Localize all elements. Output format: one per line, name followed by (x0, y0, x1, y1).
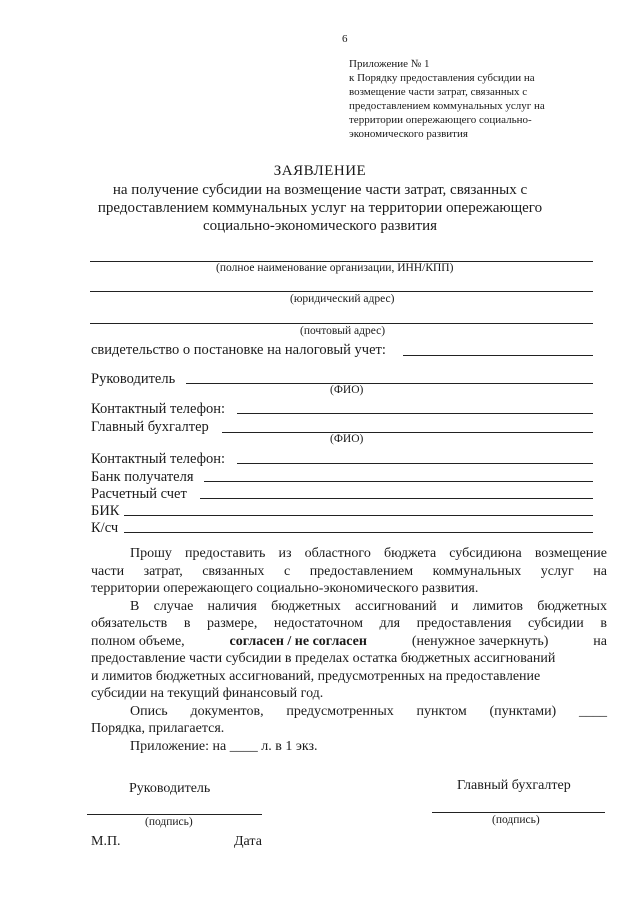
paragraph-3-line-2: Порядка, прилагается. (91, 721, 225, 736)
paragraph-1-line-2 (91, 563, 607, 581)
word: обязательств (91, 616, 168, 631)
contact-phone-label-2: Контактный телефон: (91, 451, 226, 467)
tax-certificate-line[interactable] (403, 355, 593, 356)
body-text (91, 545, 607, 755)
account-line[interactable] (200, 498, 593, 499)
legal-address-line[interactable] (90, 291, 593, 292)
subtitle-line: на получение субсидии на возмещение части затрат, связанных с (112, 182, 528, 198)
word: затрат, (143, 563, 183, 579)
org-name-caption: (полное наименование организации, ИНН/КПП) (216, 262, 454, 274)
appendix-line: возмещение части затрат, связанных с (349, 86, 528, 98)
word: услуг (540, 563, 574, 579)
appendix-line: предоставлением коммунальных услуг на (349, 100, 545, 112)
appendix-block (349, 57, 545, 141)
tax-certificate-label: свидетельство о постановке на налоговый учет: (91, 342, 386, 358)
word: связанных (202, 563, 265, 579)
bank-label: Банк получателя (91, 469, 194, 485)
word: предусмотренных (286, 703, 394, 719)
head-fio-caption: (ФИО) (330, 384, 364, 396)
text-fragment: на (593, 633, 607, 649)
paragraph-1-line-1 (91, 545, 607, 563)
accountant-signature-label: Главный бухгалтер (457, 778, 571, 793)
head-label: Руководитель (91, 371, 176, 387)
word: возмещение (534, 546, 607, 561)
word: документов, (190, 703, 264, 719)
word: с (283, 563, 291, 579)
word: размере, (207, 616, 258, 631)
document-title: ЗАЯВЛЕНИЕ (273, 163, 367, 179)
appendix-line: территории опережающего социально- (349, 114, 532, 126)
word: предоставлением (309, 563, 414, 579)
word: (пунктами) (489, 703, 557, 719)
word: из (278, 546, 292, 561)
word: пунктом (416, 703, 467, 719)
word: случае (153, 598, 194, 614)
appendix-line: экономического развития (349, 128, 468, 140)
word: на (593, 563, 607, 579)
chief-accountant-label: Главный бухгалтер (91, 419, 209, 435)
word: предоставить (185, 546, 266, 561)
word: областного (304, 546, 371, 561)
legal-address-caption: (юридический адрес) (290, 293, 395, 305)
word: коммунальных (432, 563, 522, 579)
word: В (130, 598, 140, 614)
text-fragment: (ненужное зачеркнуть) (411, 633, 549, 649)
account-label: Расчетный счет (91, 486, 187, 502)
word: субсидиюна (449, 546, 522, 561)
corr-account-label: К/сч (91, 520, 119, 536)
page-number: 6 (342, 33, 348, 45)
word: части (91, 563, 125, 579)
contact-phone-line-2[interactable] (237, 463, 593, 464)
date-label: Дата (234, 834, 262, 849)
head-signature-caption: (подпись) (145, 816, 193, 828)
chief-accountant-line[interactable] (222, 432, 593, 433)
word: в (183, 616, 191, 631)
word: лимитов (472, 598, 523, 614)
paragraph-2-line-3 (91, 633, 607, 651)
word: для (379, 616, 401, 631)
word: предоставления (416, 616, 512, 631)
subtitle-line: предоставлением коммунальных услуг на территории опережающего (97, 200, 543, 216)
word: ассигнований (355, 598, 437, 614)
word: Прошу (130, 546, 172, 561)
subtitle-line: социально-экономического развития (202, 218, 438, 234)
word: в (600, 616, 607, 631)
stamp-label: М.П. (91, 834, 121, 849)
agree-disagree-choice[interactable]: согласен / не согласен (229, 633, 367, 649)
word: наличия (207, 598, 257, 614)
paragraph-2-line-1 (91, 598, 607, 616)
word: бюджета (383, 546, 437, 561)
paragraph-2-line-6: субсидии на текущий финансовый год. (91, 686, 324, 701)
paragraph-2-line-5: и лимитов бюджетных ассигнований, предусмотренных на предоставление (91, 668, 541, 684)
head-line[interactable] (186, 383, 593, 384)
accountant-fio-caption: (ФИО) (330, 433, 364, 445)
paragraph-2-line-4: предоставление части субсидии в пределах остатка бюджетных ассигнований (91, 651, 556, 666)
paragraph-3-line-1 (91, 703, 607, 721)
text-fragment: полном объеме, (91, 633, 185, 649)
word: ____ (578, 703, 607, 719)
word: субсидии (527, 616, 584, 631)
corr-account-line[interactable] (124, 532, 593, 533)
head-signature-line[interactable] (87, 814, 262, 815)
accountant-signature-line[interactable] (432, 812, 605, 813)
word: Опись (130, 703, 168, 719)
contact-phone-line-1[interactable] (237, 413, 593, 414)
word: недостаточном (273, 616, 363, 631)
paragraph-4: Приложение: на ____ л. в 1 экз. (130, 738, 318, 754)
word: бюджетных (271, 598, 341, 614)
paragraph-1-line-3: территории опережающего социально-экономического развития. (91, 581, 479, 596)
postal-address-caption: (почтовый адрес) (300, 325, 386, 337)
word: бюджетных (537, 598, 607, 614)
accountant-signature-caption: (подпись) (492, 814, 540, 826)
bank-line[interactable] (204, 481, 593, 482)
appendix-line: к Порядку предоставления субсидии на (349, 72, 535, 84)
postal-address-line[interactable] (90, 323, 593, 324)
bik-label: БИК (91, 503, 120, 519)
paragraph-2-line-2 (91, 615, 607, 633)
document-subtitle (0, 181, 640, 235)
head-signature-label: Руководитель (129, 781, 211, 796)
bik-line[interactable] (124, 515, 593, 516)
appendix-line: Приложение № 1 (349, 58, 430, 70)
contact-phone-label-1: Контактный телефон: (91, 401, 226, 417)
word: и (450, 598, 459, 614)
